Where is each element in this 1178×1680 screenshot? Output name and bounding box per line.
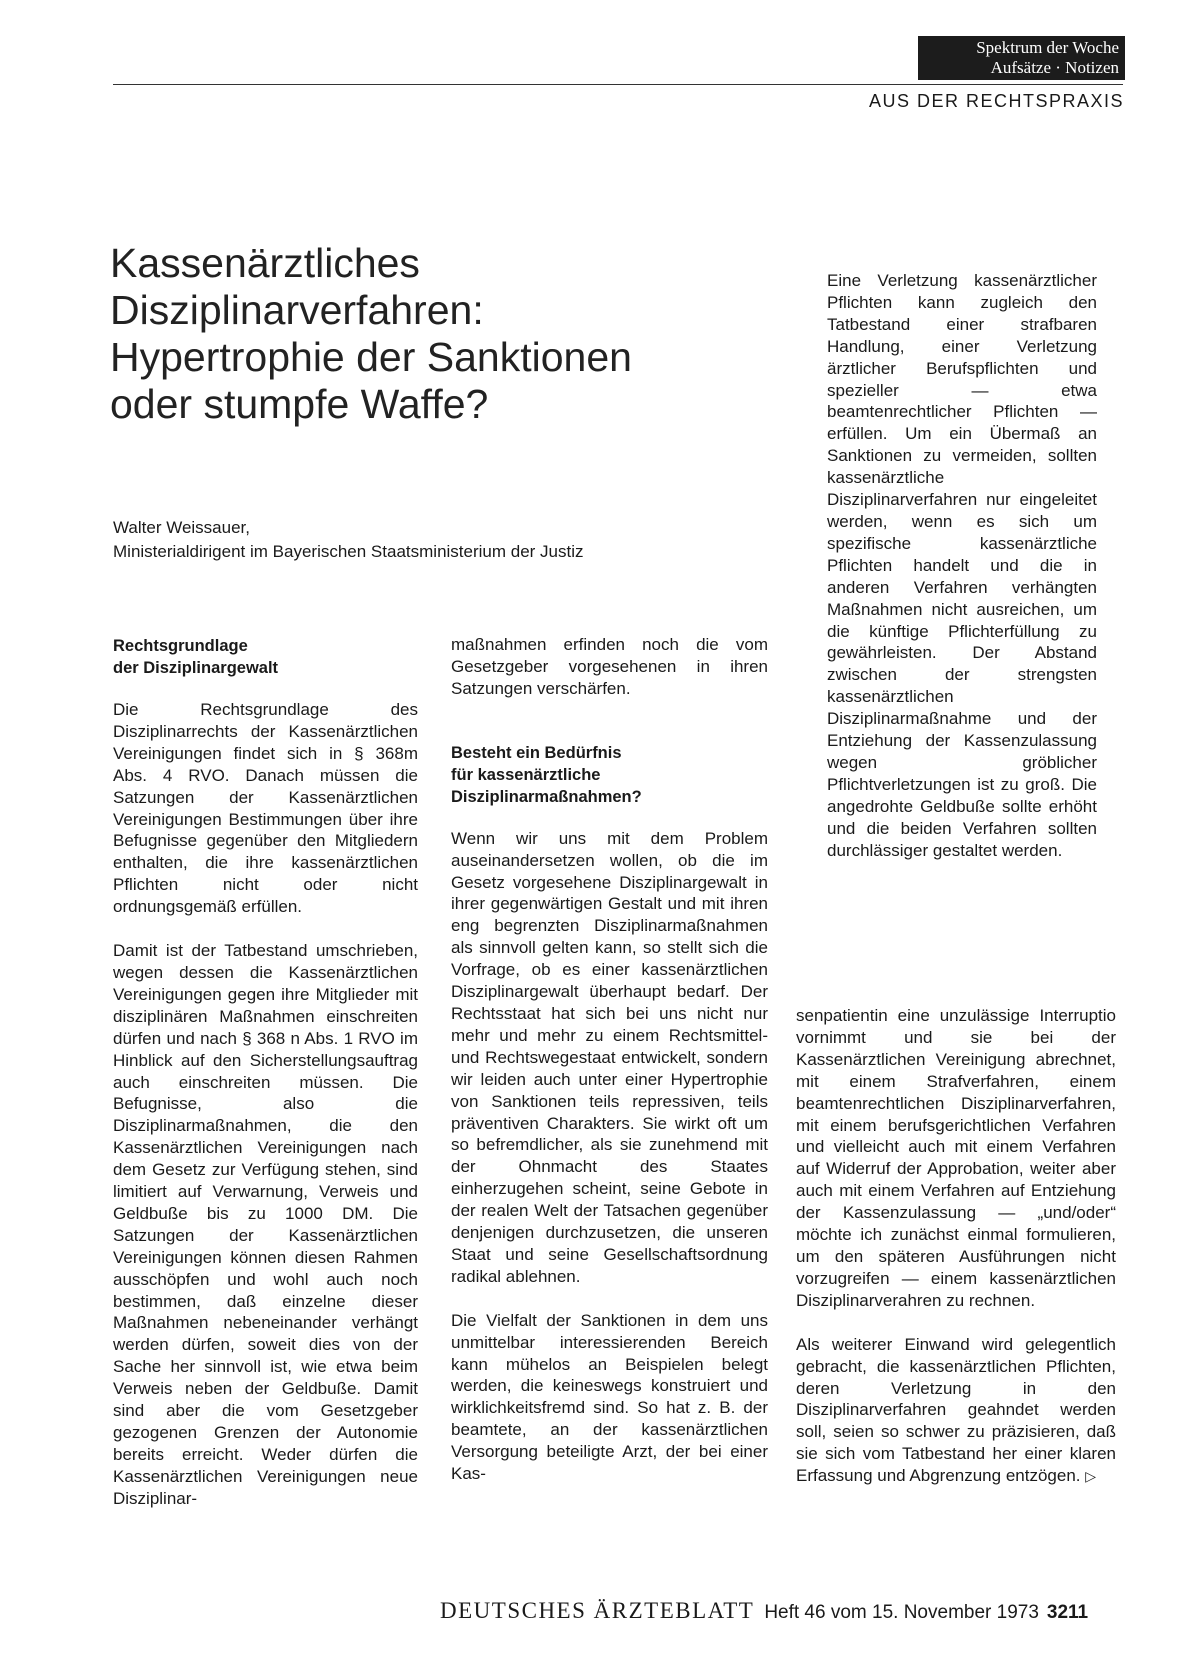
title-line: Disziplinarverfahren: [110,287,484,333]
author-affiliation: Ministerialdirigent im Bayerischen Staatsministerium der Justiz [113,542,584,561]
continue-triangle-icon: ▷ [1085,1468,1097,1485]
paragraph: Wenn wir uns mit dem Problem auseinandersetzen wollen, ob die im Gesetz vorgesehene Disziplinargewalt in ihrer gegenwärtigen Gestalt und mit ihren eng begrenzten Disziplinarmaßnahmen als sinnvoll gelten kann, so stellt sich die Vorfrage, ob es einer kassenärztlichen Disziplinargewalt überhaupt bedarf. Der Rechtsstaat hat sich bei uns nicht nur mehr und mehr zu einem Rechtsmittel- und Rechtswegestaat entwickelt, sondern wir leiden auch unter einer Hypertrophie von Sanktionen teils repressiven, teils präventiven Charakters. Sie wirkt oft um so befremdlicher, als sie zunehmend mit der Ohnmacht des Staates einherzugehen scheint, seine Gebote in der realen Welt der Tatsachen gegenüber denjenigen durchzusetzen, die unseren Staat und seine Gesellschaftsordnung radikal ablehnen. [451,828,768,1286]
article-title [110,240,750,428]
paragraph [796,1334,1116,1488]
heading-line: Besteht ein Bedürfnis [451,743,622,762]
paragraph: maßnahmen erfinden noch die vom Gesetzgeber vorgesehenen in ihren Satzungen verschärfen. [451,635,768,698]
paragraph: senpatientin eine unzulässige Interruptio vornimmt und sie bei der Kassenärztlichen Vereinigung abrechnet, mit einem Strafverfahren, einem beamtenrechtlichen Disziplinarverfahren, mit einem berufsgerichtlichen Verfahren und vielleicht auch mit einem Verfahren auf Widerruf der Approbation, weiter aber auch mit einem Verfahren auf Entziehung der Kassenzulassung — „und/oder“ möchte ich zunächst einmal formulieren, um den späteren Ausführungen nicht vorzugreifen — einem kassenärztlichen Disziplinarverahren zu rechnen. [796,1006,1116,1310]
summary-column [827,270,1097,883]
title-line: Kassenärztliches [110,240,420,286]
paragraph: Die Rechtsgrundlage des Disziplinarrechts der Kassenärztlichen Vereinigungen findet sich in § 368m Abs. 4 RVO. Danach müssen die Satzungen der Kassenärztlichen Vereinigungen Bestimmungen über ihre Befugnisse gegenüber den Mitgliedern enthalten, die ihre kassenärztlichen Pflichten nicht oder nicht ordnungsgemäß erfüllen. [113,700,418,917]
paragraph: Damit ist der Tatbestand umschrieben, wegen dessen die Kassenärztlichen Vereinigungen gegen ihre Mitglieder mit disziplinären Maßnahmen einschreiten dürfen und nach § 368 n Abs. 1 RVO im Hinblick auf den Sicherstellungsauftrag auch einschreiten müssen. Die Befugnisse, also die Disziplinarmaßnahmen, die den Kassenärztlichen Vereinigungen nach dem Gesetz zur Verfügung stehen, sind limitiert auf Verwarnung, Verweis und Geldbuße bis zu 1000 DM. Die Satzungen der Kassenärztlichen Vereinigungen können diesen Rahmen ausschöpfen und wohl auch noch bestimmen, daß einzelne dieser Maßnahmen nebeneinander verhängt werden dürfen, soweit dies von der Sache her sinnvoll ist, wie etwa beim Verweis neben der Geldbuße. Damit sind aber die vom Gesetzgeber gezogenen Grenzen der Autonomie bereits erreicht. Weder dürfen die Kassenärztlichen Vereinigungen neue Disziplinar- [113,941,418,1508]
title-line: oder stumpfe Waffe? [110,381,489,427]
heading-line: Disziplinarmaßnahmen? [451,787,642,806]
page-footer [440,1598,1120,1624]
section-heading [451,742,768,808]
heading-line: für kassenärztliche [451,765,601,784]
paragraph-text: Als weiterer Einwand wird gelegentlich gebracht, die kassenärztlichen Pflichten, deren Verletzung in den Disziplinarverfahren geahndet werden soll, seien so schwer zu präzisieren, daß sie sich vom Tatbestand her einer klaren Erfassung und Abgrenzung entzögen. [796,1334,1116,1486]
title-line: Hypertrophie der Sanktionen [110,334,632,380]
page-number: 3211 [1046,1602,1089,1623]
section-label: AUS DER RECHTSPRAXIS [868,91,1124,111]
column-1 [113,635,418,1532]
summary-paragraph: Eine Verletzung kassenärztlicher Pflichten kann zugleich den Tatbestand einer strafbaren Handlung, einer Verletzung ärztlicher Berufspflichten und spezieller — etwa beamtenrechtlicher Pflichten — erfüllen. Um ein Übermaß an Sanktionen zu vermeiden, sollten kassenärztliche Disziplinarverfahren nur eingeleitet werden, wenn es sich um spezifische kassenärztliche Pflichten handelt und die in anderen Verfahren verhängten Maßnahmen nicht ausreichen, um die künftige Pflichterfüllung zu gewährleisten. Der Abstand zwischen der strengsten kassenärztlichen Disziplinarmaßnahme und der Entziehung der Kassenzulassung wegen gröblicher Pflichtverletzungen ist zu groß. Die angedrohte Geldbuße sollte erhöht und die beiden Verfahren sollten durchlässiger gestaltet werden. [827,271,1097,860]
header-rule [113,84,1123,85]
section-heading [113,635,418,679]
author-block [113,516,584,564]
journal-name: DEUTSCHES ÄRZTEBLATT [440,1598,755,1623]
column-2 [451,634,768,1507]
issue-info: Heft 46 vom 15. November 1973 [764,1602,1039,1623]
column-4 [796,1005,1116,1510]
author-name: Walter Weissauer, [113,518,250,537]
paragraph: Die Vielfalt der Sanktionen in dem uns unmittelbar interessierenden Bereich kann mühelos an Beispielen belegt werden, die keineswegs konstruiert und wirklichkeitsfremd sind. So hat z. B. der beamtete, an der kassenärztlichen Versorgung beteiligte Arzt, der bei einer Kas- [451,1310,768,1484]
badge-line-1: Spektrum der Woche [976,38,1119,57]
heading-line: der Disziplinargewalt [113,659,279,677]
badge-line-2: Aufsätze · Notizen [990,58,1119,77]
heading-line: Rechtsgrundlage [113,637,248,655]
category-badge [918,36,1125,80]
